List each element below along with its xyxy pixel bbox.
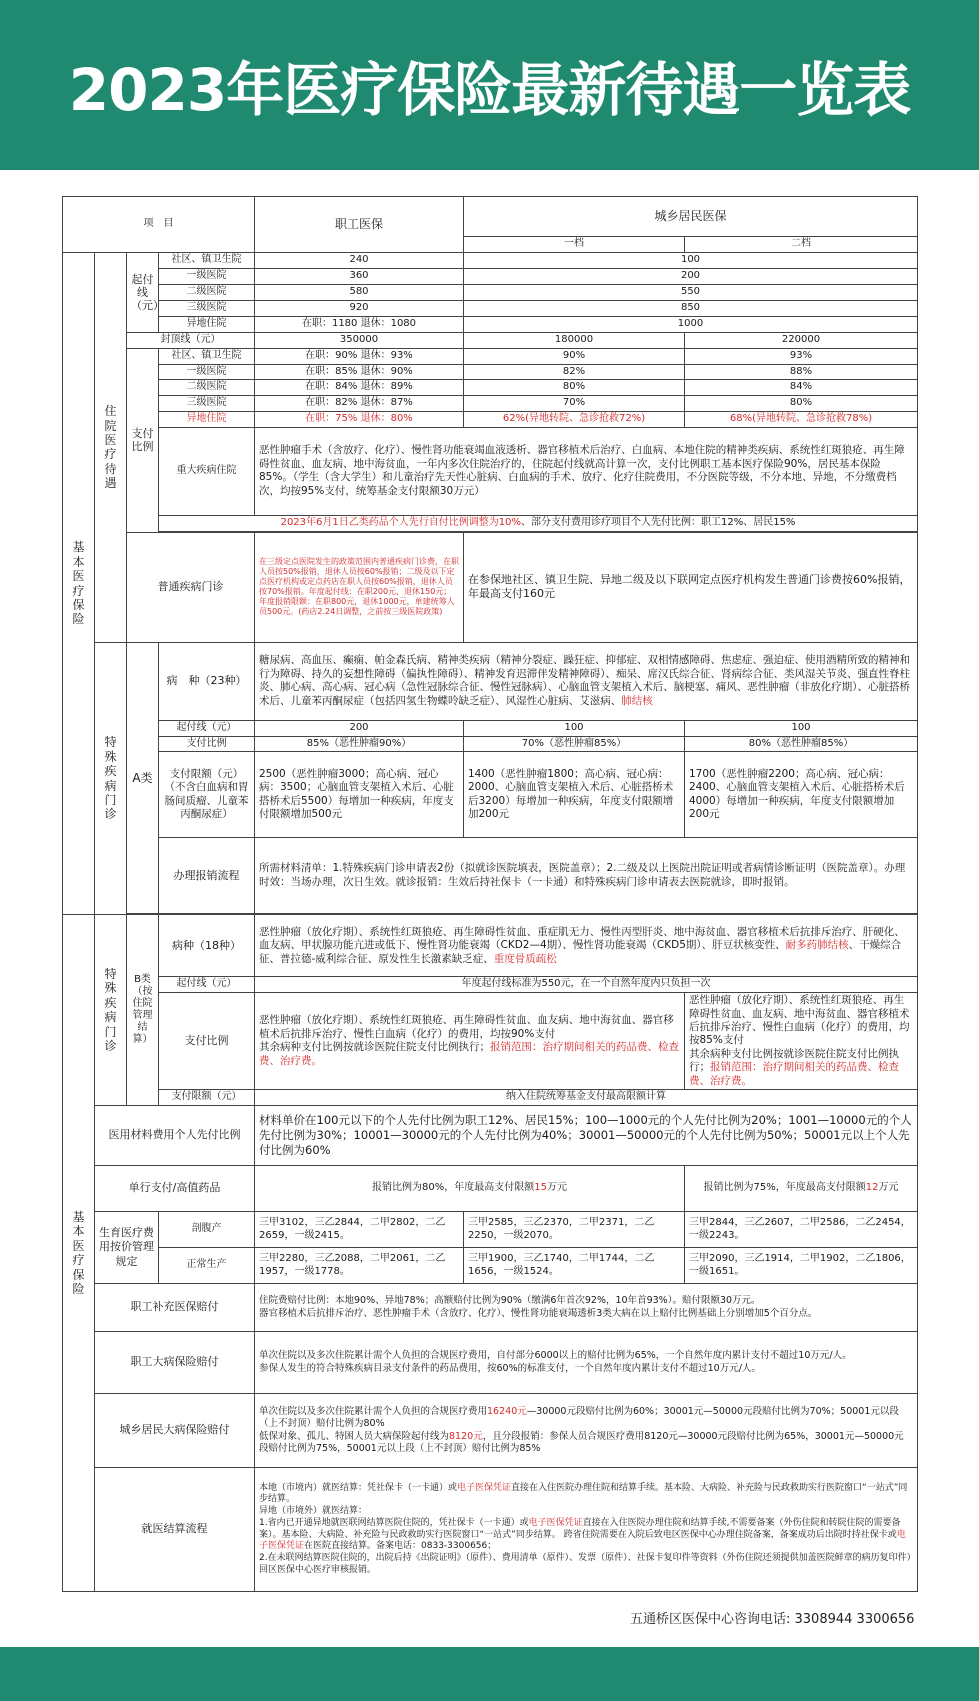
special-b-employee-ratio [255, 993, 685, 1090]
outpatient-row [63, 532, 918, 642]
value-cell: 1400（恶性肿瘤1800；高心病、冠心病：2000、心脑血管支架植入术后、心脏搭桥术后3200）每增加一种疾病，年度支付限额增加200元 [464, 752, 685, 838]
table-row [63, 268, 918, 284]
single-resident-limit: 12 [865, 1182, 879, 1194]
value-cell: 三甲3102，三乙2844，二甲2802，二乙2659，一级2415。 [255, 1212, 464, 1248]
special-a-disease-list [255, 642, 918, 720]
single-employee-limit: 15 [534, 1182, 547, 1194]
settlement-local-text: 本地（市境内）就医结算：凭社保卡（一卡通）或 [259, 1482, 458, 1493]
single-resident-unit: 万元 [878, 1182, 899, 1194]
special-b-resident-scope: 报销范围：治疗期间相关的药品费、检查费、治疗费。 [689, 1061, 899, 1087]
supplement-text [255, 1284, 918, 1332]
drug-note-rest: 、部分支付费用诊疗项目个人先付比例：职工12%、居民15% [520, 516, 796, 528]
resident-critical-threshold-2: 8120元 [449, 1430, 483, 1442]
special-b-resident-ratio-text-2: 其余病种支付比例按就诊医院住院支付比例执行； [689, 1047, 899, 1074]
supplement-text-2: 器官移植术后抗排斥治疗、恶性肿瘤手术（含放疗、化疗）、慢性肾功能衰竭透析3类大病在以上赔付比例基础上分别增加5个百分点。 [259, 1307, 818, 1319]
value-cell: 550 [464, 284, 918, 300]
value-cell: 580 [255, 284, 464, 300]
special-b-disease-highlight-2: 重度骨质疏松 [493, 952, 557, 965]
special-b-resident-ratio [685, 993, 918, 1090]
benefits-table [62, 196, 917, 1584]
value-cell: 350000 [255, 332, 464, 348]
maternity-label: 生育医疗费用按价管理规定 [95, 1212, 159, 1284]
cesarean-label: 剖腹产 [159, 1212, 255, 1248]
footer-band [0, 1647, 979, 1701]
special-b-section: 特殊疾病门诊 [95, 915, 127, 1106]
value-cell: 850 [464, 300, 918, 316]
special-b-disease-label: 病种（18种） [159, 915, 255, 977]
page-title: 2023年医疗保险最新待遇一览表 [68, 56, 911, 124]
resident-critical-text-1: 单次住院以及多次住院累计需个人负担的合规医疗费用 [259, 1406, 488, 1418]
resident-critical-text-2: —30000元段赔付比例为60%；30001元—50000元段赔付比例为70%；50001元以段（上不封顶）赔付比例为80% [259, 1406, 899, 1430]
employee-critical-text-1: 单次住院以及多次住院累计需个人负担的合规医疗费用，自付部分6000以上的赔付比例为65%，一个自然年度内累计支付不超过10万元/人。 [259, 1350, 852, 1362]
cap-label: 封顶线（元） [127, 332, 255, 348]
value-cell: 920 [255, 300, 464, 316]
single-employee-text: 报销比例为80%，年度最高支付限额 [372, 1182, 535, 1194]
level-cell: 一级医院 [159, 364, 255, 380]
section-inpatient: 住院医疗待遇 [95, 252, 127, 642]
value-cell: 80% [464, 380, 685, 396]
resident-critical-label: 城乡居民大病保险赔付 [95, 1394, 255, 1468]
header-row [63, 197, 918, 237]
table-row [63, 252, 918, 268]
table-row [63, 993, 918, 1090]
value-cell: 2500（恶性肿瘤3000；高心病、冠心病：3500；心脑血管支架植入术后、心脏搭桥术后5500）每增加一种疾病，年度支付限额增加500元 [255, 752, 464, 838]
value-cell: 在职：1180 退休：1080 [255, 316, 464, 332]
value-cell: 180000 [464, 332, 685, 348]
special-a-limit-label: 支付限额（元）（不含白血病和胃肠间质瘤、儿童苯丙酮尿症） [159, 752, 255, 838]
table-row [63, 752, 918, 838]
table-row [63, 348, 918, 364]
resident-critical-row [63, 1394, 918, 1468]
level-cell: 异地住院 [159, 316, 255, 332]
special-a-process-row [63, 838, 918, 914]
cap-row [63, 332, 918, 348]
value-cell: 在职：90% 退休：93% [255, 348, 464, 364]
value-cell: 三甲2090，三乙1914，二甲1902，二乙1806，一级1651。 [685, 1248, 918, 1284]
single-resident-text: 报销比例为75%，年度最高支付限额 [703, 1182, 866, 1194]
pay-ratio-label: 支付比例 [127, 348, 159, 532]
special-a-disease-highlight: 肺结核 [621, 694, 653, 707]
value-cell: 80% [685, 396, 918, 412]
outpatient-label: 普通疾病门诊 [127, 532, 255, 642]
employee-critical-row [63, 1332, 918, 1394]
single-employee-unit: 万元 [546, 1182, 567, 1194]
deductible-label: 起付线（元） [127, 252, 159, 332]
special-a-disease-row [63, 642, 918, 720]
level-cell: 二级医院 [159, 380, 255, 396]
resident-critical-text-3: 低保对象、孤儿、特困人员大病保险起付线为 [259, 1430, 450, 1442]
col-employee-header: 职工医保 [255, 197, 464, 253]
employee-critical-text-2: 参保人发生的符合特殊疾病目录支付条件的药品费用，按60%的标准支付，一个自然年度内累计支付不超过10万元/人。 [259, 1362, 761, 1374]
table-row [63, 300, 918, 316]
table-row [63, 316, 918, 332]
special-b-resident-ratio-text: 恶性肿瘤（放化疗期）、系统性红斑狼疮、再生障碍性贫血、血友病、地中海贫血、器官移植术后抗排斥治疗、慢性白血病（化疗）的费用，均按85%支付 [689, 994, 910, 1047]
level-cell: 一级医院 [159, 268, 255, 284]
special-a-disease-label: 病 种（23种） [159, 642, 255, 720]
special-b-disease-text: 恶性肿瘤（放化疗期）、系统性红斑狼疮、再生障碍性贫血、重症肌无力、慢性丙型肝炎、地中海贫血、器官移植术后抗排斥治疗、肝硬化、血友病、甲状腺功能亢进或低下、慢性肾功能衰竭（CKD2—4期）、慢性肾功能衰竭（CKD5期）、肝豆状核变性、 [259, 925, 905, 952]
settlement-offline-text: 2.在未联网结算医院住院的，出院后持《出院证明》（原件）、费用清单（原件）、发票（原件）、社保卡复印件等资料（外伤住院还须提供加盖医院鲜章的病历复印件）回区医保中心医疗审核报销。 [259, 1552, 912, 1575]
value-cell: 1700（恶性肿瘤2200；高心病、冠心病：2400、心脑血管支架植入术后、心脏搭桥术后4000）每增加一种疾病，年度支付限额增加200元 [685, 752, 918, 838]
special-a-disease-text: 糖尿病、高血压、癫痫、帕金森氏病、精神类疾病（精神分裂症、躁狂症、抑郁症、双相情感障碍、焦虑症、强迫症、使用酒精所致的精神和行为障碍、持久的妄想性障碍（偏执性障碍）、精神发育迟滞伴发精神障碍）、痴呆、席汉氏综合征、肾病综合征、类风湿关节炎、强直性脊柱炎、肺心病、高心病、冠心病（急性冠脉综合征、慢性冠脉病）、心脑血管支架植入术后、脑梗塞、痛风、恶性肿瘤（非放化疗期）、心脏搭桥术后、儿童苯丙酮尿症（包括四氢生物蝶呤缺乏症）、风湿性心脏病、艾滋病、 [259, 654, 910, 707]
value-cell: 70% [464, 396, 685, 412]
single-resident [685, 1166, 918, 1212]
special-a-process-label: 办理报销流程 [159, 838, 255, 914]
major-disease-row [63, 427, 918, 515]
value-cell: 88% [685, 364, 918, 380]
special-a-ratio-label: 支付比例 [159, 736, 255, 752]
value-cell: 220000 [685, 332, 918, 348]
section-basic-insurance: 基本医疗保险 [63, 252, 95, 915]
outpatient-employee-text: 在三级定点医院发生的政策范围内普通疾病门诊费，在职人员按50%报销，退休人员按60%报销；二级及以下定点医疗机构或定点药店在职人员按60%报销，退休人员按70%报销。年度起付线：在职200元，退休150元；年度报销限额：在职800元，退休1000元，单建统筹人员500元。(药店2.24日调整，之前按三级医院政策) [255, 532, 464, 642]
value-cell: 三甲2585，三乙2370，二甲2371，二乙2250，一级2070。 [464, 1212, 685, 1248]
employee-critical-label: 职工大病保险赔付 [95, 1332, 255, 1394]
value-cell: 三甲1900，三乙1740，二甲1744，二乙1656，一级1524。 [464, 1248, 685, 1284]
special-b-disease-highlight-1: 耐多药肺结核 [785, 939, 849, 952]
table-row [63, 284, 918, 300]
level-cell: 社区、镇卫生院 [159, 348, 255, 364]
value-cell: 240 [255, 252, 464, 268]
special-b-ratio-label: 支付比例 [159, 993, 255, 1090]
value-cell: 85%（恶性肿瘤90%） [255, 736, 464, 752]
col-tier2-header: 二档 [685, 237, 918, 253]
table-row [63, 396, 918, 412]
special-b-disease-list [255, 915, 918, 977]
table-row [63, 720, 918, 736]
special-b-class: B类（按住院管理结算） [127, 915, 159, 1106]
settlement-remote-text: 1.省内已开通异地就医联网结算医院住院的，凭社保卡（一卡通）或 [259, 1517, 529, 1528]
materials-label: 医用材料费用个人先付比例 [95, 1106, 255, 1166]
outpatient-resident-text: 在参保地社区、镇卫生院、异地二级及以下联网定点医疗机构发生普通门诊费按60%报销，年最高支付160元 [464, 532, 918, 642]
table-row [63, 977, 918, 993]
value-cell: 84% [685, 380, 918, 396]
value-cell: 82% [464, 364, 685, 380]
value-cell: 在职：82% 退休：87% [255, 396, 464, 412]
special-b-disease-text-2: 、干燥综合征、普拉德-威利综合征、原发性生长激素缺乏症、 [259, 939, 902, 965]
level-cell: 异地住院 [159, 411, 255, 427]
special-a-process-text: 所需材料清单：1.特殊疾病门诊申请表2份（拟就诊医院填表，医院盖章）；2.二级及以上医院出院证明或者病情诊断证明（医院盖章）。办理时效：当场办理，次日生效。就诊报销：生效后持社保卡（一卡通）和特殊疾病门诊申请表去医院就诊，即时报销。 [255, 838, 918, 914]
col-item-header: 项 目 [63, 197, 255, 253]
settlement-label: 就医结算流程 [95, 1468, 255, 1592]
value-cell: 在职：75% 退休：80% [255, 411, 464, 427]
maternity-row [63, 1212, 918, 1248]
resident-critical-text [255, 1394, 918, 1468]
settlement-remote-title: 异地（市境外）就医结算： [259, 1506, 368, 1517]
value-cell: 68%(异地转院、急诊抢救78%) [685, 411, 918, 427]
resident-critical-text-4: ，且分段报销：参保人员合规医疗费用8120元—30000元段赔付比例为65%，30001元—50000元段赔付比例为75%，50001元以上段（上不封顶）赔付比例为85% [259, 1430, 904, 1454]
settlement-ecard-3: 电子医保凭证 [259, 1529, 906, 1552]
level-cell: 社区、镇卫生院 [159, 252, 255, 268]
value-cell: 100 [685, 720, 918, 736]
value-cell: 在职：84% 退休：89% [255, 380, 464, 396]
table-row [63, 1090, 918, 1106]
employee-critical-text [255, 1332, 918, 1394]
special-a-deductible-label: 起付线（元） [159, 720, 255, 736]
table-row [63, 364, 918, 380]
value-cell: 100 [464, 252, 918, 268]
drug-note-highlight: 2023年6月1日乙类药品个人先行自付比例调整为10% [280, 516, 521, 528]
single-employee [255, 1166, 685, 1212]
drug-note [159, 515, 918, 531]
col-resident-header: 城乡居民医保 [464, 197, 918, 237]
value-cell: 70%（恶性肿瘤85%） [464, 736, 685, 752]
major-disease-label: 重大疾病住院 [159, 427, 255, 515]
level-cell: 二级医院 [159, 284, 255, 300]
table-row [63, 411, 918, 427]
table-row [63, 736, 918, 752]
materials-text: 材料单价在100元以下的个人先付比例为职工12%、居民15%；100—1000元的个人先付比例为20%；1001—10000元的个人先付比例为30%；10001—30000元的个人先付比例为40%；30001—50000元的个人先付比例为50%；50001元以上个人先付比例为60% [255, 1106, 918, 1166]
special-b-employee-ratio-text: 恶性肿瘤（放化疗期）、系统性红斑狼疮、再生障碍性贫血、血友病、地中海贫血、器官移植术后抗排斥治疗、慢性白血病（化疗）的费用，均按90%支付 [259, 1014, 674, 1040]
value-cell: 三甲2844，三乙2607，二甲2586，二乙2454，一级2243。 [685, 1212, 918, 1248]
normal-birth-label: 正常生产 [159, 1248, 255, 1284]
special-b-employee-scope: 报销范围：治疗期间相关的药品费、检查费、治疗费。 [259, 1041, 679, 1067]
level-cell: 三级医院 [159, 300, 255, 316]
value-cell: 90% [464, 348, 685, 364]
special-b-employee-ratio-text-2: 其余病种支付比例按就诊医院住院支付比例执行； [259, 1041, 490, 1054]
value-cell: 80%（恶性肿瘤85%） [685, 736, 918, 752]
value-cell: 62%(异地转院、急诊抢救72%) [464, 411, 685, 427]
supplement-text-1: 住院费赔付比例：本地90%、异地78%；高额赔付比例为90%（缴满6年首次92%，10年首93%）。赔付限额30万元。 [259, 1295, 761, 1307]
hotline-text: 五通桥区医保中心咨询电话: 3308944 3300656 [630, 1612, 915, 1627]
resident-critical-threshold: 16240元 [487, 1406, 527, 1418]
materials-row [63, 1106, 918, 1166]
drug-note-row [63, 515, 918, 531]
value-cell: 200 [255, 720, 464, 736]
value-cell: 三甲2280，三乙2088，二甲2061，二乙1957，一级1778。 [255, 1248, 464, 1284]
section-basic-insurance-2: 基本医疗保险 [63, 915, 95, 1592]
special-b-limit-text: 纳入住院统筹基金支付最高限额计算 [255, 1090, 918, 1106]
value-cell: 200 [464, 268, 918, 284]
special-b-limit-label: 支付限额（元） [159, 1090, 255, 1106]
special-b-deductible-label: 起付线（元） [159, 977, 255, 993]
value-cell: 在职：85% 退休：90% [255, 364, 464, 380]
value-cell: 1000 [464, 316, 918, 332]
supplement-label: 职工补充医保赔付 [95, 1284, 255, 1332]
settlement-ecard-2: 电子医保凭证 [528, 1517, 583, 1528]
value-cell: 360 [255, 268, 464, 284]
level-cell: 三级医院 [159, 396, 255, 412]
supplement-row [63, 1284, 918, 1332]
value-cell: 93% [685, 348, 918, 364]
single-row [63, 1166, 918, 1212]
maternity-row [63, 1248, 918, 1284]
settlement-text [255, 1468, 918, 1592]
value-cell: 100 [464, 720, 685, 736]
col-tier1-header: 一档 [464, 237, 685, 253]
special-a-section: 特殊疾病门诊 [95, 642, 127, 915]
settlement-local-text-2: 直接在入住医院办理住院和结算手续。基本险、大病险、补充险与民政救助实行医院窗口“一站式”同步结算。 [259, 1482, 908, 1505]
special-b-deductible-text: 年度起付线标准为550元，在一个自然年度内只负担一次 [255, 977, 918, 993]
settlement-ecard-1: 电子医保凭证 [457, 1482, 512, 1493]
single-label: 单行支付/高值药品 [95, 1166, 255, 1212]
settlement-remote-text-3: 在医院直接结算。备案电话：0833-3300656； [304, 1541, 497, 1552]
special-b-disease-row [63, 915, 918, 977]
settlement-row [63, 1468, 918, 1592]
major-disease-text: 恶性肿瘤手术（含放疗、化疗）、慢性肾功能衰竭血液透析、器官移植术后治疗、白血病、本地住院的精神类疾病、系统性红斑狼疮、再生障碍性贫血、血友病、地中海贫血，一年内多次住院治疗的，住院起付线就高计算一次，支付比例职工基本医疗保险90%，居民基本保险85%。（学生（含大学生）和儿童治疗先天性心脏病、白血病的手术、放疗、化疗住院费用，不分医院等级，不分本地、异地，不分缴费档次，均按95%支付，统筹基金支付限额30万元） [255, 427, 918, 515]
settlement-remote-text-2: 直接在入住医院办理住院和结算手续,不需要备案（外伤住院和转院住院的需要备案）。基本险、大病险、补充险与民政救助实行医院窗口“一站式”同步结算。 跨省住院需要在入院后致电区医保中心办理住院备案，备案成功后出院时持社保卡或 [259, 1517, 901, 1540]
table-row [63, 380, 918, 396]
special-a-class: A类 [127, 642, 159, 914]
